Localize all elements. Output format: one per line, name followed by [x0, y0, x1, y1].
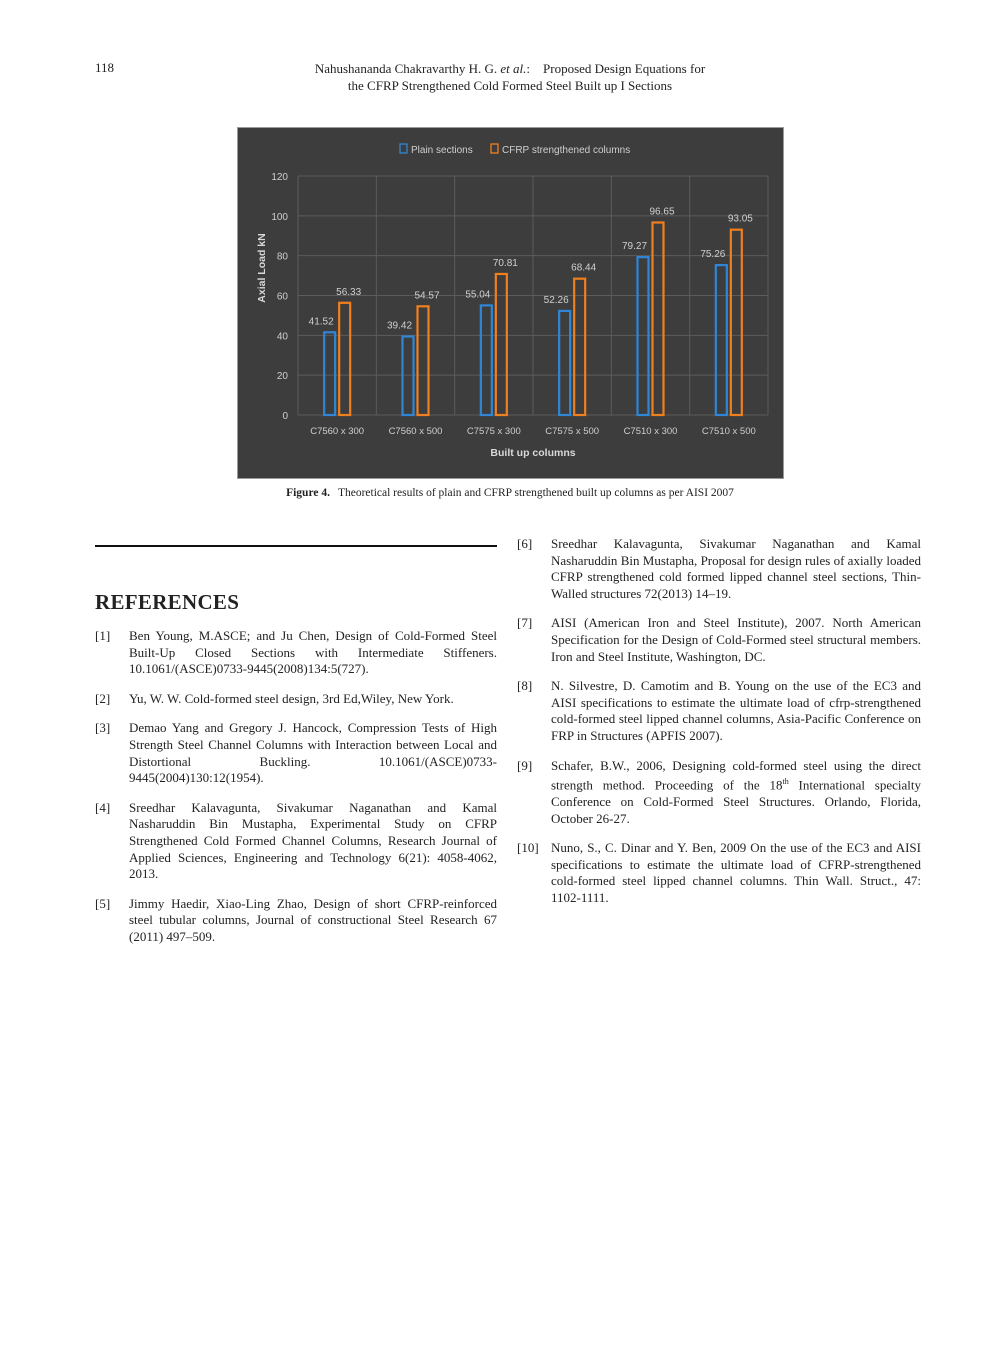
- references-column-left: [95, 628, 497, 959]
- reference-number: [5]: [95, 895, 111, 911]
- reference-item: [517, 536, 921, 602]
- chart-data-label: 52.26: [543, 294, 569, 306]
- chart-data-label: 54.57: [414, 290, 440, 302]
- reference-text-part: Schafer, B.W., 2006, Designing cold-formed steel using the direct strength method. Proceeding of the 18: [551, 757, 921, 793]
- page-number: 118: [95, 60, 115, 75]
- bar-chart: [238, 128, 783, 478]
- header-title-line-2: the CFRP Strengthened Cold Formed Steel Built up I Sections: [347, 78, 673, 93]
- reference-number: [1]: [95, 628, 111, 643]
- reference-item: [517, 678, 921, 744]
- reference-number: [6]: [517, 536, 533, 551]
- chart-legend-swatch: [491, 144, 498, 153]
- chart-bar-plain: [638, 257, 649, 415]
- header-title-line-1: Proposed Design Equations for: [543, 61, 706, 76]
- chart-data-labels: [309, 207, 754, 332]
- chart-x-tick-labels: [310, 426, 756, 437]
- reference-text-part: International specialty Conference on Cold-Formed Steel Structures. Orlando, Florida, October 26-27.: [551, 777, 921, 826]
- chart-y-tick-label: 100: [271, 211, 288, 223]
- chart-data-label: 55.04: [465, 289, 491, 301]
- chart-bar-plain: [559, 311, 570, 415]
- chart-x-tick-label: C7560 x 500: [388, 426, 443, 437]
- running-header-line-1: [220, 60, 800, 77]
- chart-y-tick-labels: [271, 172, 288, 422]
- reference-number: [2]: [95, 690, 111, 706]
- reference-text: AISI (American Iron and Steel Institute), 2007. North American Specification for the Design of Cold-Formed steel structural members. Iron and Steel Institute, Washington, DC.: [551, 615, 921, 664]
- reference-item: [95, 800, 497, 883]
- chart-bar-plain: [481, 305, 492, 415]
- chart-x-tick-label: C7575 x 300: [466, 426, 521, 437]
- chart-legend-label: CFRP strengthened columns: [502, 145, 631, 156]
- reference-item: [95, 896, 497, 946]
- chart-data-label: 70.81: [492, 257, 518, 269]
- chart-bar-cfrp: [574, 279, 585, 415]
- chart-data-label: 39.42: [386, 320, 413, 332]
- reference-number: [9]: [517, 757, 533, 773]
- chart-legend-swatch: [400, 144, 407, 153]
- reference-number: [7]: [517, 615, 533, 631]
- chart-y-tick-label: 60: [276, 291, 288, 303]
- bar-chart-figure: [237, 127, 784, 479]
- reference-text: Ben Young, M.ASCE; and Ju Chen, Design of Cold-Formed Steel Built-Up Closed Sections with Intermediate Stiffeners. 10.1061/(ASCE)0733-9445(2008)134:5(727).: [129, 628, 497, 677]
- chart-data-label: 96.65: [649, 206, 675, 218]
- references-column-right: [517, 536, 921, 920]
- chart-data-label: 93.05: [727, 213, 753, 225]
- header-authors: Nahushananda Chakravarthy H. G.: [314, 61, 498, 76]
- chart-y-tick-label: 40: [276, 331, 288, 343]
- chart-data-label: 56.33: [336, 286, 362, 298]
- chart-bar-cfrp: [653, 223, 664, 415]
- reference-text: Yu, W. W. Cold-formed steel design, 3rd Ed,Wiley, New York.: [129, 690, 454, 706]
- chart-bar-cfrp: [731, 230, 742, 415]
- chart-x-tick-label: C7560 x 300: [310, 426, 365, 437]
- reference-text: Sreedhar Kalavagunta, Sivakumar Naganathan and Kamal Nasharuddin Bin Mustapha, Experimental Study on CFRP Strengthened Cold Formed Channel Columns, Research Journal of Applied Sciences, Engineering and Technology 6(21): 4058-4062, 2013.: [129, 799, 497, 882]
- references-heading: REFERENCES: [95, 590, 240, 614]
- reference-text: N. Silvestre, D. Camotim and B. Young on the use of the EC3 and AISI specifications to estimate the ultimate load of cfrp-strengthened cold-formed steel lipped channel columns, Asia-Pacific Conference on FRP in Structures (APFIS 2007).: [551, 678, 921, 743]
- reference-item: [517, 758, 921, 828]
- reference-number: [3]: [95, 720, 111, 736]
- chart-bar-plain: [324, 332, 335, 415]
- reference-item: [95, 628, 497, 678]
- reference-item: [95, 691, 497, 708]
- figure-caption: [200, 487, 820, 499]
- reference-item: [95, 720, 497, 786]
- chart-data-label: 79.27: [621, 241, 648, 253]
- reference-text: Nuno, S., C. Dinar and Y. Ben, 2009 On the use of the EC3 and AISI specifications to estimate the ultimate load of CFRP-strengthened cold-formed steel lipped channel columns. Thin Wall. Struct., 47: 1102-1111.: [551, 840, 921, 906]
- chart-bar-cfrp: [418, 306, 429, 415]
- chart-y-tick-label: 20: [276, 371, 288, 383]
- reference-text: Sreedhar Kalavagunta, Sivakumar Naganathan and Kamal Nasharuddin Bin Mustapha, Proposal for design rules of axially loaded CFRP strengthened cold formed lipped channel steel sections, Thin-Walled structures 72(2013) 14–19.: [551, 536, 921, 601]
- figure-caption-text: Theoretical results of plain and CFRP strengthened built up columns as per AISI 2007: [337, 487, 734, 499]
- chart-bar-cfrp: [339, 303, 350, 415]
- figure-label: Figure 4.: [286, 487, 330, 499]
- chart-y-axis-label: Axial Load kN: [256, 233, 268, 303]
- chart-x-tick-label: C7510 x 300: [623, 426, 678, 437]
- chart-bar-plain: [403, 336, 414, 415]
- chart-y-tick-label: 120: [271, 172, 288, 183]
- chart-y-tick-label: 0: [282, 411, 288, 422]
- chart-x-axis-label: Built up columns: [490, 447, 576, 459]
- chart-y-tick-label: 80: [276, 251, 288, 263]
- chart-data-label: 75.26: [700, 249, 726, 261]
- chart-legend: [400, 144, 630, 156]
- chart-bar-plain: [716, 265, 727, 415]
- chart-x-tick-label: C7510 x 500: [701, 426, 756, 437]
- reference-text: Jimmy Haedir, Xiao-Ling Zhao, Design of short CFRP-reinforced steel tubular columns, Journal of constructional Steel Research 67 (2011) 497–509.: [129, 895, 497, 944]
- chart-legend-label: Plain sections: [411, 145, 473, 156]
- reference-number: [10]: [517, 840, 539, 856]
- section-divider: [95, 545, 497, 547]
- reference-number: [4]: [95, 799, 111, 815]
- header-et-al: et al.: [500, 61, 527, 76]
- chart-gridlines: [298, 176, 768, 415]
- reference-item: [517, 840, 921, 906]
- running-header: [220, 60, 800, 94]
- reference-number: [8]: [517, 678, 533, 694]
- chart-data-label: 41.52: [308, 316, 334, 328]
- reference-text: [551, 758, 921, 828]
- chart-x-tick-label: C7575 x 500: [545, 426, 600, 437]
- reference-superscript: th: [782, 777, 789, 787]
- chart-data-label: 68.44: [571, 262, 597, 274]
- reference-item: [517, 615, 921, 665]
- header-colon: :: [526, 61, 531, 76]
- reference-text: Demao Yang and Gregory J. Hancock, Compression Tests of High Strength Steel Channel Columns with Interaction between Local and Distortional Buckling. 10.1061/(ASCE)0733-9445(2004)130:12(1954).: [129, 720, 497, 786]
